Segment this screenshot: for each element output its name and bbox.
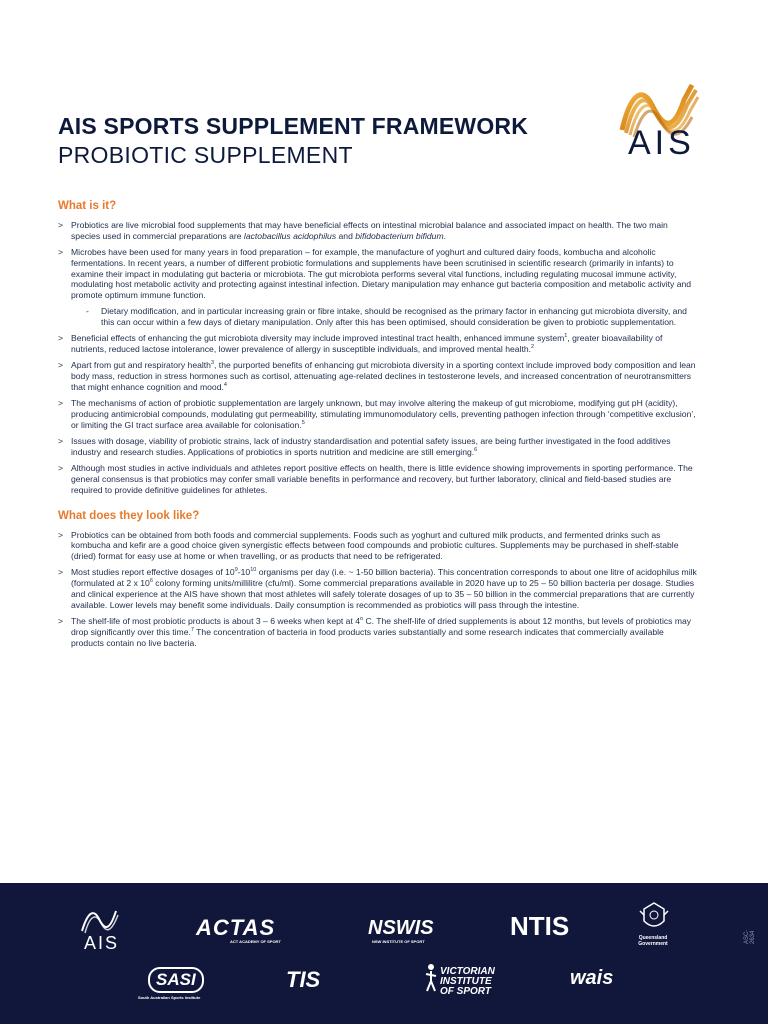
actas-logo: ACTAS <box>196 915 276 940</box>
section2-list <box>58 530 698 649</box>
list-item: > The shelf-life of most probiotic products is about 3 – 6 weeks when kept at 4$^o$ C. The shelf-life of dried supplements is about 12 months, but levels of probiotics may drop significantly over this time.$^7$ The concentration of bacteria in food products varies substantially and some research indicates that commercially available products contain no live bacteria. <box>58 616 698 648</box>
document-subtitle: PROBIOTIC SUPPLEMENT <box>58 142 353 168</box>
document-title: AIS SPORTS SUPPLEMENT FRAMEWORK <box>58 113 529 139</box>
ais-logo-text: AIS <box>628 124 695 162</box>
actas-tagline: ACT ACADEMY OF SPORT <box>230 939 281 944</box>
section-heading-what-they-look-like: What does they look like? <box>58 509 200 522</box>
list-item: > Although most studies in active individuals and athletes report positive effects on health, there is little evidence showing improvements in sporting performance. The general consensus is that probiotics may confer small variable benefits in performance and recovery, but further laboratory, clinical and field-based studies are required to provide definitive guidelines for athletes. <box>58 463 698 495</box>
ais-small-logo-icon <box>78 905 120 935</box>
list-item: > Most studies report effective dosages of $10^9-10^{10}$ organisms per day (i.e. ~ 1-50 billion bacteria). This concentration corresponds to about one litre of acidophilus milk (formulated at 2 x $10^6$ colony forming units/millilitre (cfu/ml). Some commercial preparations available in 2020 have up to 25 – 50 billion bacteria per dosage. Studies and clinical experience at the AIS have shown that most athletes will safely tolerate dosages of up to 35 – 50 billion in the commercial preparations that are currently available. Lower levels may benefit some individuals. Daily consumption is recommended as probiotics will pass through the intestine. <box>58 567 698 610</box>
list-item: > Issues with dosage, viability of probiotic strains, lack of industry standardisation and potential safety issues, are being further investigated in the food additives industry and research studies. Applications of probiotics in sports nutrition and medicine are still emerging.$^6$ <box>58 436 698 458</box>
section1-list <box>58 220 698 496</box>
document-code: ASC-2634 <box>744 929 756 944</box>
victorian-figure-icon <box>424 963 438 993</box>
list-item: > Probiotics can be obtained from both foods and commercial supplements. Foods such as yoghurt and cultured milk products, and fermented drinks such as kombucha and kefir are a good choice given synergistic effects between food compounds and probiotic cultures. Supplements may be purchased in shelf-stable (dried) format for easy use at home or when travelling, or as products that need to be refrigerated. <box>58 530 698 562</box>
section-heading-what-is-it: What is it? <box>58 200 117 212</box>
victorian-institute-logo: VICTORIAN INSTITUTE OF SPORT <box>440 966 495 997</box>
queensland-logo-text: Queensland Government <box>638 935 668 947</box>
nswis-logo: NSWIS <box>368 917 434 939</box>
list-item: > Probiotics are live microbial food supplements that may have beneficial effects on intestinal microbial balance and associated impact on health. The two main species used in commercial preparations are lactobacillus acidophilus and bifidobacterium bifidum. <box>58 220 698 242</box>
sasi-logo: SASI <box>148 967 204 993</box>
nswis-tagline: NSW INSTITUTE OF SPORT <box>372 939 425 944</box>
wais-logo: wais <box>570 967 614 989</box>
list-item: > The mechanisms of action of probiotic supplementation are largely unknown, but may involve altering the makeup of gut microbiome, modifying gut pH (acidity), producing antimicrobial compounds, modulating gut permeability, stimulating immunomodulatory cells, preventing pathogen infection through ‘competitive exclusion’, or limiting the GI tract surface area available for colonisation.$^5$ <box>58 398 698 430</box>
ais-footer-logo: AIS <box>84 933 120 953</box>
list-item: > Apart from gut and respiratory health$^3$, the purported benefits of enhancing gut microbiota diversity in a sporting context include improved body composition and lean body mass, reduction in stress hormones such as cortisol, attenuating age-related declines in testosterone levels, and increased concentration of neurotransmitters that might enhance cognition and mood.$^4$ <box>58 360 698 392</box>
queensland-crest-icon <box>636 901 672 933</box>
sasi-tagline: South Australian Sports Institute <box>138 995 201 1000</box>
list-item: > Beneficial effects of enhancing the gut microbiota diversity may include improved intestinal tract health, enhanced immune system$^1$, greater bioavailability of nutrients, reduced lactose intolerance, lower prevalence of allergy in susceptible individuals, and improved mental health.$^2$ <box>58 333 698 355</box>
document-body <box>58 198 698 654</box>
document-header <box>58 112 528 170</box>
partner-logos-footer <box>0 883 768 1024</box>
list-item: > Microbes have been used for many years in food preparation – for example, the manufacture of yoghurt and cultured dairy foods, kombucha and alcoholic fermentations. In recent years, a number of different probiotic formulations and supplements have been scrutinised in scientific research (primarily in infants) to examine their impact in modulating gut bacteria or microbiota. The gut microbiota performs several vital functions, including regulating mucosal immune activity, modulating host metabolic activity and protecting against intestinal infection. Dietary manipulation may enhance gut bacteria composition and metabolic activity and promote optimum immune function. - Dietary modification, and in particular increasing grain or fibre intake, should be recognised as the primary factor in enhancing gut microbiota diversity, and this can occur within a few days of dietary manipulation. Only after this has been optimised, should consideration be given to probiotic supplementation. <box>58 247 698 328</box>
sub-list-item: - Dietary modification, and in particular increasing grain or fibre intake, should be recognised as the primary factor in enhancing gut microbiota diversity, and this can occur within a few days of dietary manipulation. Only after this has been optimised, should consideration be given to probiotic supplementation. <box>71 306 698 328</box>
ntis-logo: NTIS <box>510 911 570 941</box>
tis-logo: TIS <box>286 967 321 992</box>
